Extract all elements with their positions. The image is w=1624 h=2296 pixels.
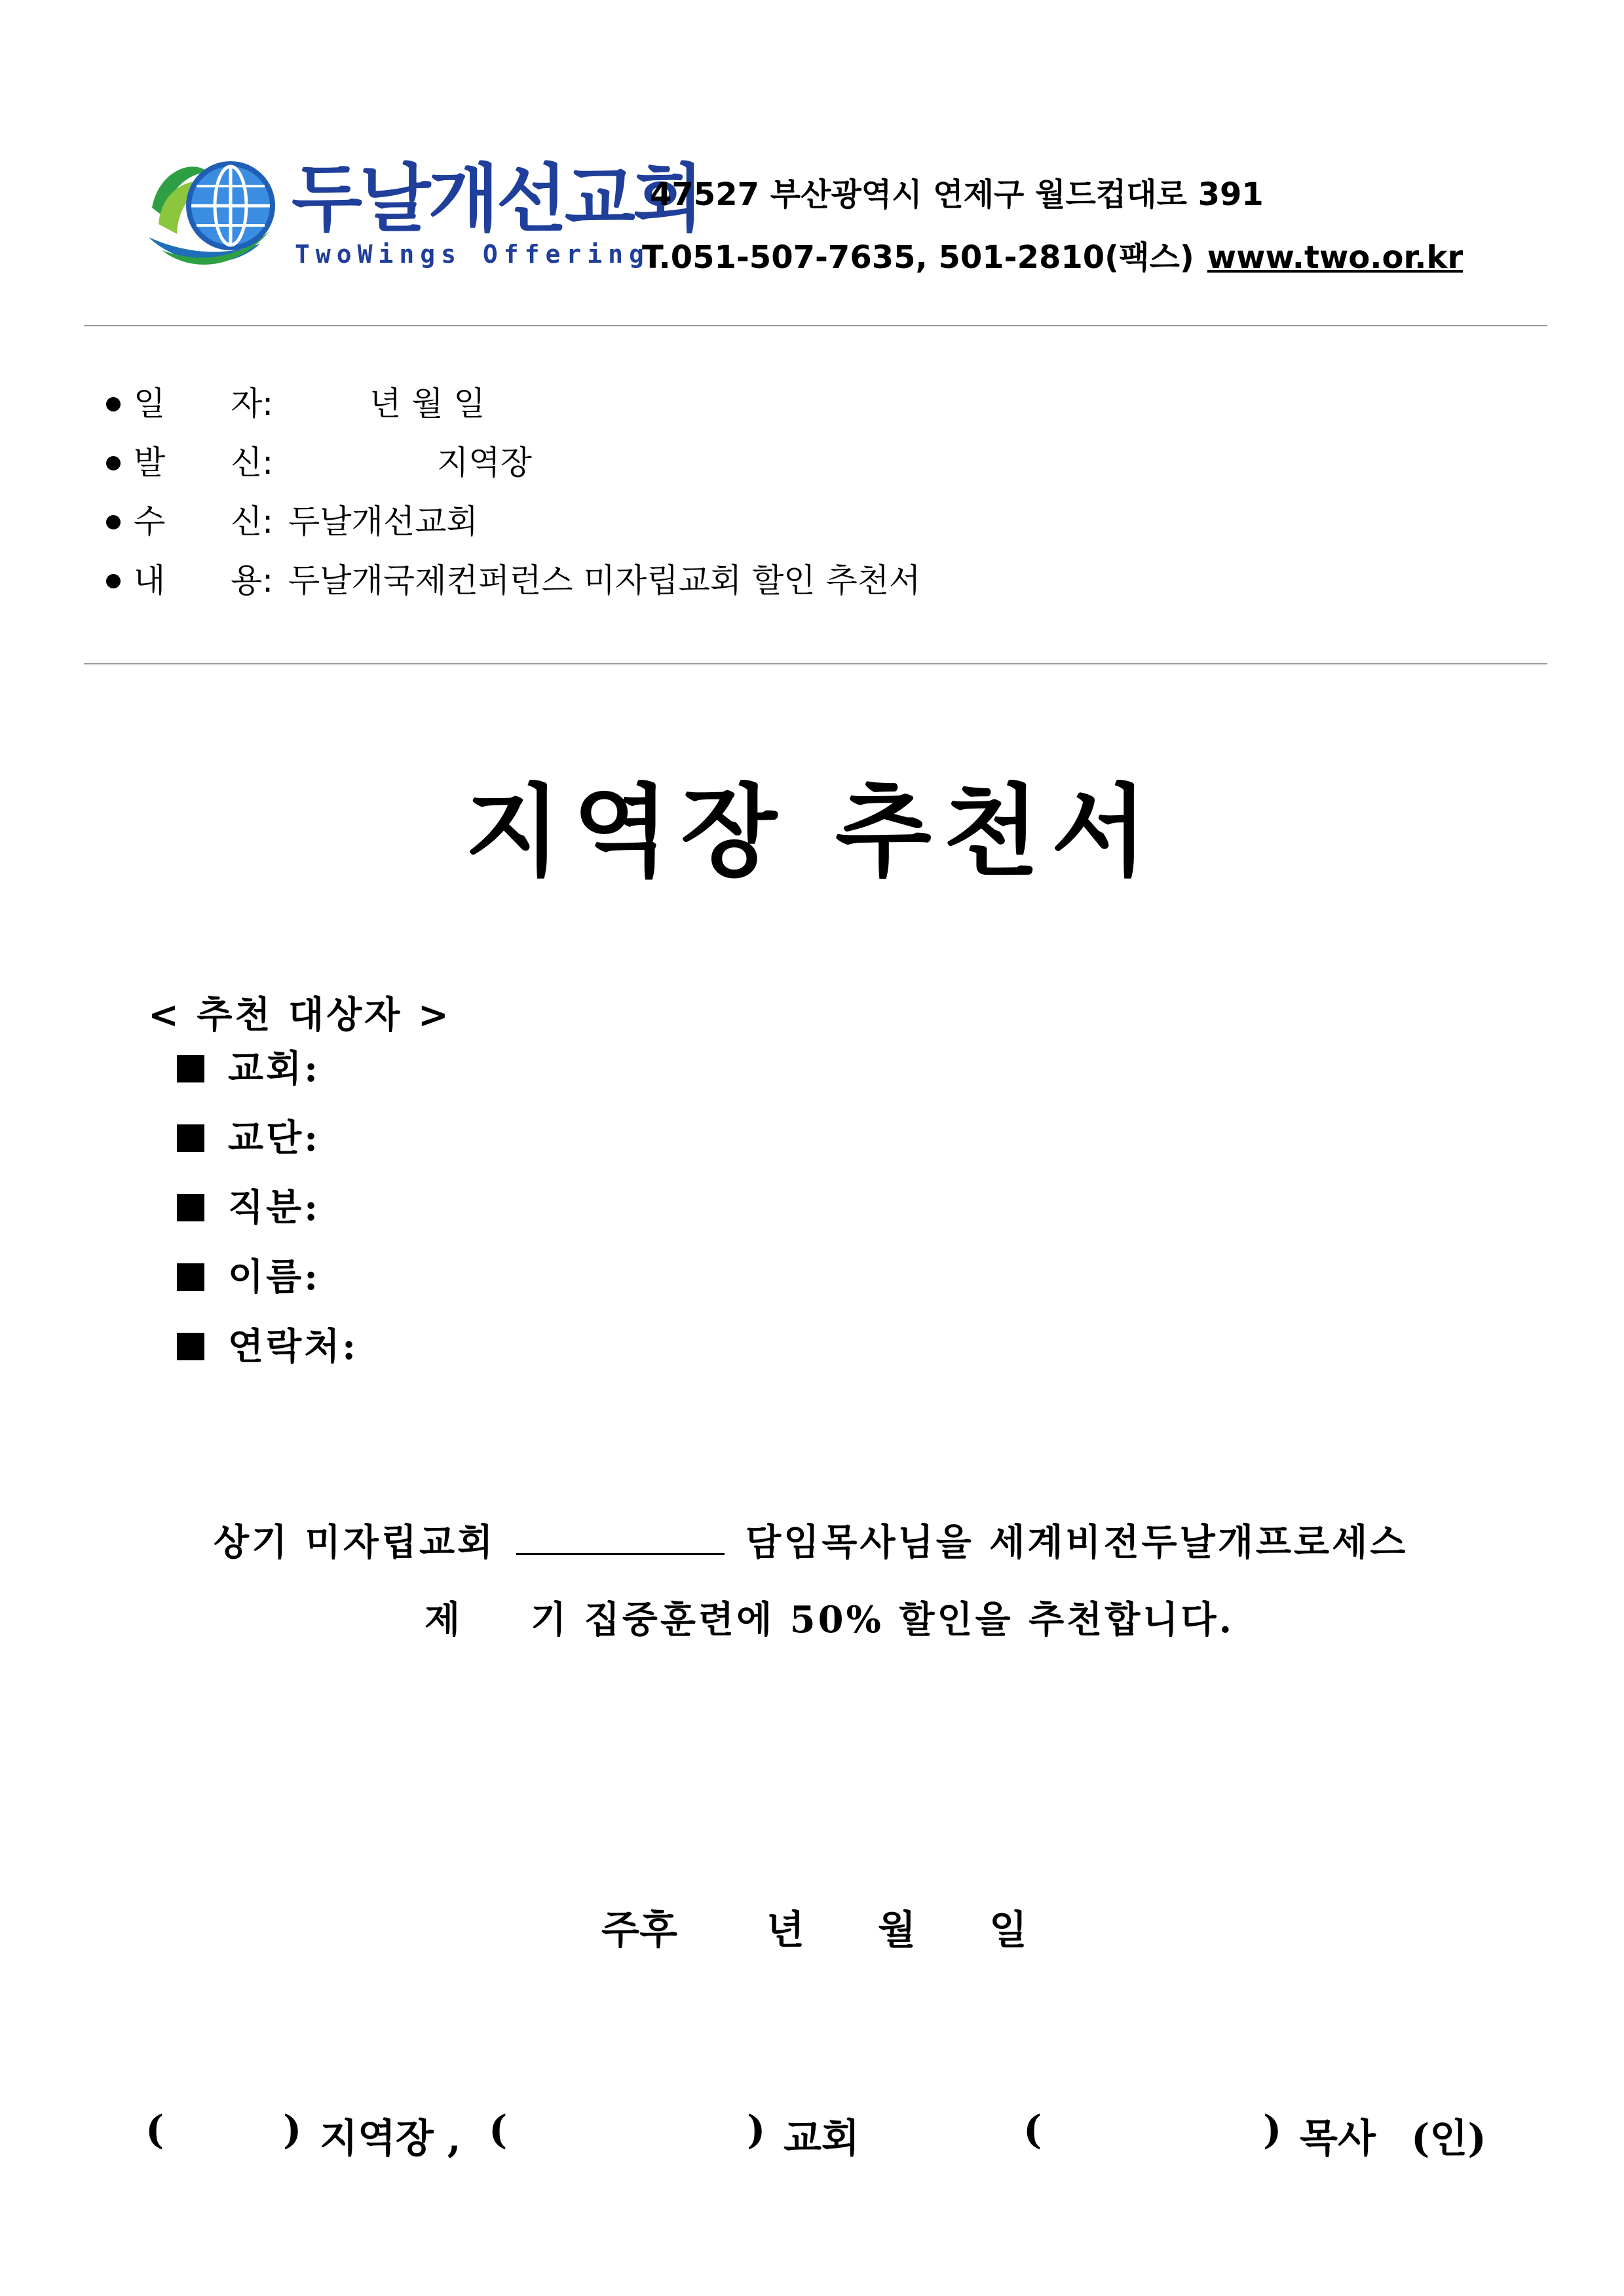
bullet-icon [106, 515, 121, 529]
info-row-receiver: 수 신: 두날개선교회 [106, 502, 127, 541]
globe-wings-icon [145, 145, 283, 277]
body-line-1: 상기 미자립교회 담임목사님을 세계비전두날개프로세스 [214, 1521, 1408, 1564]
region-open-paren: ( [145, 2107, 164, 2153]
pastor-label: 목사 [1300, 2116, 1376, 2162]
church-open-paren: ( [489, 2107, 508, 2153]
document-title: 지역장 추천서 [464, 773, 1160, 890]
body-line-2: 제 기 집중훈련에 50% 할인을 추천합니다. [425, 1598, 1235, 1641]
field-denomination: 교단: [177, 1115, 320, 1161]
bullet-icon [106, 574, 121, 588]
square-bullet-icon [177, 1124, 204, 1152]
receiver-value: 두날개선교회 [288, 503, 478, 541]
target-heading: < 추천 대상자 > [148, 993, 451, 1037]
address: 47527 부산광역시 연제구 월드컵대로 391 [650, 176, 1264, 213]
square-bullet-icon [177, 1055, 204, 1082]
date-year: 년 [766, 1907, 804, 1953]
sender-value: 지역장 [437, 444, 532, 482]
field-contact: 연락처: [177, 1324, 358, 1369]
square-bullet-icon [177, 1194, 204, 1221]
field-church: 교회: [177, 1046, 320, 1092]
logo-name: 두날개선교회 [292, 157, 702, 242]
info-row-sender: 발 신: 지역장 [106, 443, 127, 482]
bullet-icon [106, 397, 121, 411]
field-name: 이름: [177, 1254, 320, 1300]
info-divider [84, 663, 1547, 664]
field-position: 직분: [177, 1185, 320, 1231]
content-value: 두날개국제컨퍼런스 미자립교회 할인 추천서 [288, 562, 921, 600]
region-close-paren: ) [283, 2107, 302, 2153]
seal-mark: (인) [1411, 2116, 1486, 2162]
date-month: 월 [878, 1907, 916, 1953]
church-label: 교회 [784, 2116, 859, 2162]
website-link[interactable]: www.two.or.kr [1207, 239, 1463, 276]
square-bullet-icon [177, 1263, 204, 1291]
info-row-date: 일 자: 년 월 일 [106, 384, 127, 423]
info-row-content: 내 용: 두날개국제컨퍼런스 미자립교회 할인 추천서 [106, 561, 127, 600]
date-day: 일 [989, 1907, 1027, 1953]
pastor-open-paren: ( [1023, 2107, 1042, 2153]
bullet-icon [106, 456, 121, 470]
date-era: 주후 [601, 1907, 677, 1953]
square-bullet-icon [177, 1333, 204, 1360]
pastor-close-paren: ) [1263, 2107, 1282, 2153]
header-divider [84, 325, 1547, 326]
contact-line [642, 232, 1463, 277]
date-value: 년 월 일 [369, 385, 485, 423]
region-label: 지역장 , [320, 2116, 461, 2162]
logo-english: TwoWings Offering [295, 240, 650, 269]
church-close-paren: ) [747, 2107, 766, 2153]
church-name-blank[interactable] [516, 1520, 725, 1555]
phone-fax: T.051-507-7635, 501-2810(팩스) [642, 239, 1194, 276]
